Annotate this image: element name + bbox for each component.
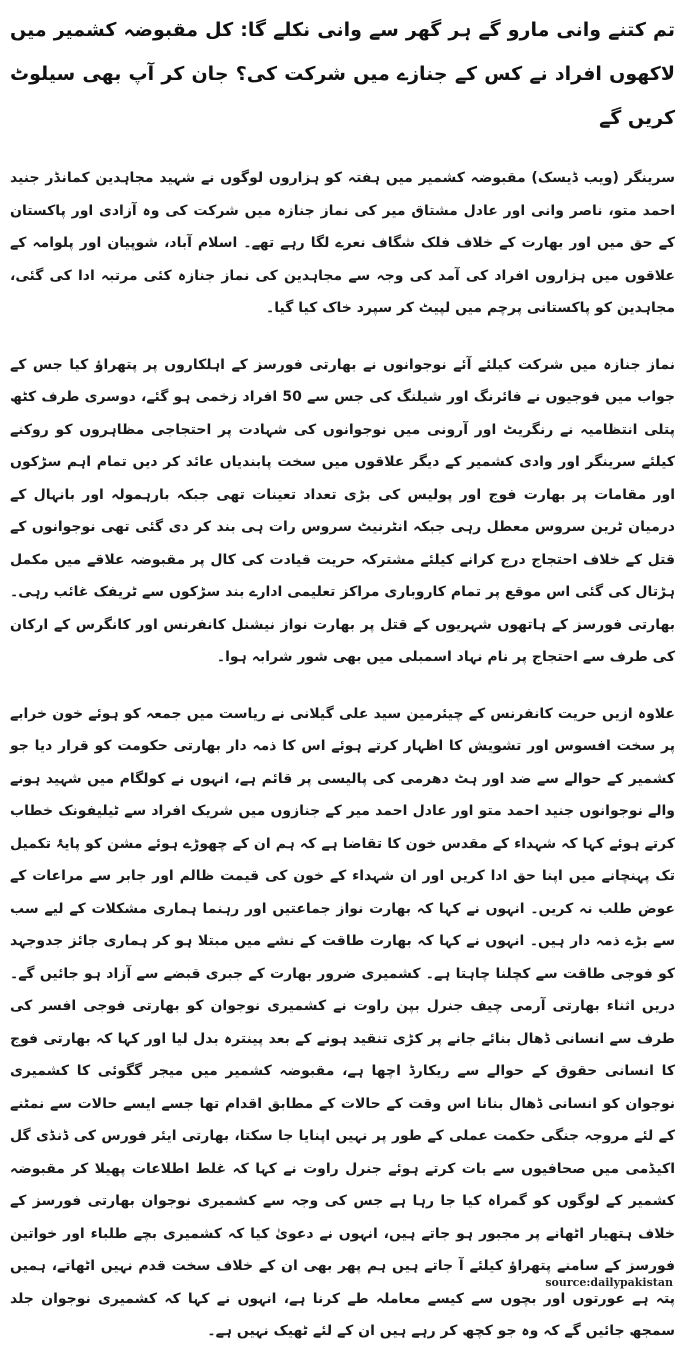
article-headline: تم کتنے وانی مارو گے ہر گھر سے وانی نکلے گا: کل مقبوضہ کشمیر میں لاکھوں افراد نے کس کے جنازے میں شرکت کی؟ جان کر آپ بھی سیلوٹ کریں گے (10, 19, 675, 129)
article-paragraph-2: نماز جنازہ میں شرکت کیلئے آئے نوجوانوں نے بھارتی فورسز کے اہلکاروں پر پتھراؤ کیا جس کے جواب میں فوجیوں نے فائرنگ اور شیلنگ کی جس سے 50 افراد زخمی ہو گئے، دوسری طرف کٹھ پتلی انتظامیہ نے رنگریٹ اور آرونی میں نوجوانوں کی شہادت پر احتجاجی مظاہروں کو روکنے کیلئے سرینگر اور وادی کشمیر کے دیگر علاقوں میں سخت پابندیاں عائد کر دیں تمام اہم سڑکوں اور مقامات پر بھارت فوج اور پولیس کی بڑی تعداد تعینات تھی جبکہ بارہمولہ اور بانہال کے درمیان ٹرین سروس معطل رہی جبکہ انٹرنیٹ سروس رات ہی بند کر دی گئی تھی نوجوانوں کے قتل کے خلاف احتجاج درج کرانے کیلئے مشترکہ حریت قیادت کی کال پر مقبوضہ علاقے میں مکمل ہڑتال کی گئی اس موقع پر تمام کاروباری مراکز تعلیمی ادارے بند سڑکوں سے ٹریفک غائب رہی۔ بھارتی فورسز کے ہاتھوں شہریوں کے قتل پر بھارت نواز نیشنل کانفرنس اور کانگرس کے ارکان کی طرف سے احتجاج پر نام نہاد اسمبلی میں بھی شور شرابہ ہوا۔ (10, 356, 675, 665)
article (10, 8, 675, 1372)
source-credit: source:dailypakistan (545, 1276, 673, 1289)
article-paragraph-1: سرینگر (ویب ڈیسک) مقبوضہ کشمیر میں ہفتہ کو ہزاروں لوگوں نے شہید مجاہدین کمانڈر جنید احمد متو، ناصر وانی اور عادل مشتاق میر کی نماز جنازہ میں شرکت کی وہ آزادی اور پاکستان کے حق میں اور بھارت کے خلاف فلک شگاف نعرے لگا رہے تھے۔ اسلام آباد، شوپیان اور پلوامہ کے علاقوں میں ہزاروں افراد کی آمد کی وجہ سے مجاہدین کی نماز جنازہ کئی مرتبہ ادا کی گئی، مجاہدین کو پاکستانی پرچم میں لپیٹ کر سپرد خاک کیا گیا۔ (10, 170, 675, 316)
article-paragraph-3: علاوہ ازیں حریت کانفرنس کے چیئرمین سید علی گیلانی نے ریاست میں جمعہ کو ہوئے خون خرابے پر سخت افسوس اور تشویش کا اظہار کرتے ہوئے اس کا ذمہ دار بھارتی حکومت کو قرار دیا جو کشمیر کے حوالے سے ضد اور ہٹ دھرمی کی پالیسی پر قائم ہے، انہوں نے کولگام میں شہید ہونے والے نوجوانوں جنید احمد متو اور عادل احمد میر کے جنازوں میں شریک افراد سے ٹیلیفونک خطاب کرتے ہوئے کہا کہ شہداء کے مقدس خون کا تقاضا ہے کہ ہم ان کے چھوڑے ہوئے مشن کو پایۂ تکمیل تک پہنچانے میں اپنا حق ادا کریں اور ان شہداء کے خون کی قیمت ظالم اور جابر سے مراعات کے عوض طلب نہ کریں۔ انہوں نے کہا کہ بھارت نواز جماعتیں اور رہنما ہماری مشکلات کے لیے سب سے بڑے ذمہ دار ہیں۔ انہوں نے کہا کہ بھارت طاقت کے نشے میں مبتلا ہو کر ہماری جائز جدوجہد کو فوجی طاقت سے کچلنا چاہتا ہے۔ کشمیری ضرور بھارت کے جبری قبضے سے آزاد ہو جائیں گے۔ دریں اثناء بھارتی آرمی چیف جنرل بپن راوت نے کشمیری نوجوان کو بھارتی فوجی افسر کی طرف سے انسانی ڈھال بنائے جانے پر کڑی تنقید ہونے کے بعد پینترہ بدل لیا اور کہا کہ بھارتی فوج کا انسانی حقوق کے حوالے سے ریکارڈ اچھا ہے، مقبوضہ کشمیر میں میجر گگوئی کا کشمیری نوجوان کو انسانی ڈھال بنانا اس وقت کے حالات کے مطابق اقدام تھا جسے ایسے حالات سے نمٹنے کے لئے مروجہ جنگی حکمت عملی کے طور پر نہیں اپنایا جا سکتا، بھارتی ایئر فورس کی ڈنڈی گل اکیڈمی میں صحافیوں سے بات کرتے ہوئے جنرل راوت نے کہا کہ غلط اطلاعات پھیلا کر مقبوضہ کشمیر کے لوگوں کو گمراہ کیا جا رہا ہے جس کی وجہ سے کشمیری نوجوان بھارتی فورسز کے خلاف ہتھیار اٹھانے پر مجبور ہو جاتے ہیں، انہوں نے دعویٰ کیا کہ کشمیری بچے طلباء اور خواتین فورسز کے سامنے پتھراؤ کیلئے آ جاتے ہیں ہم پھر بھی ان کے خلاف سخت قدم نہیں اٹھاتے، ہمیں پتہ ہے عورتوں اور بچوں سے کیسے معاملہ طے کرنا ہے، انہوں نے کہا کہ کشمیری نوجوان جلد سمجھ جائیں گے کہ وہ جو کچھ کر رہے ہیں ان کے لئے ٹھیک نہیں ہے۔ (10, 705, 675, 1339)
